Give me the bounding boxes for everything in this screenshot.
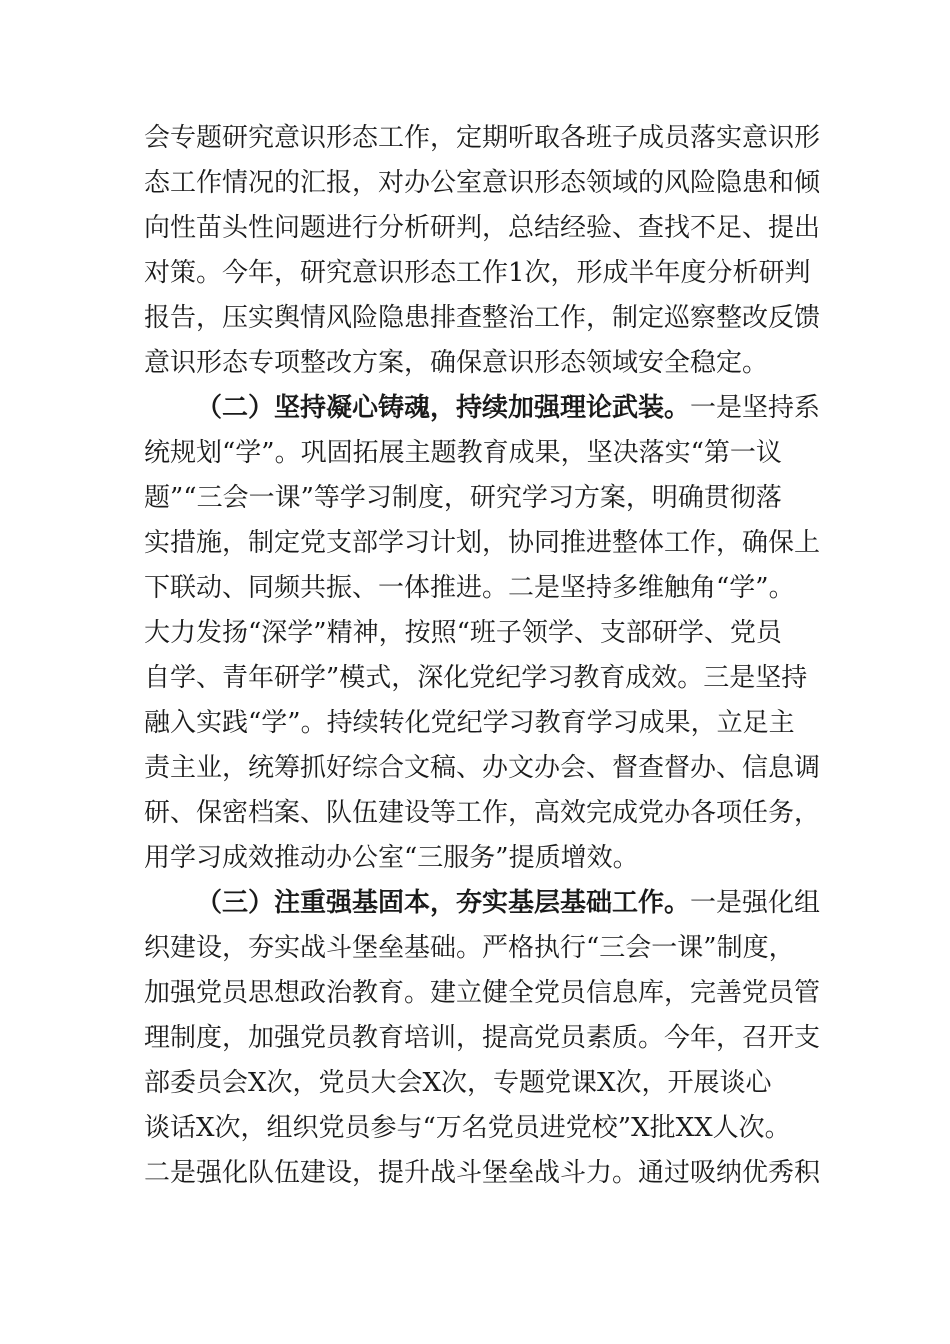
body-text-line: 谈话X次，组织党员参与“万名党员进党校”X批XX人次。 bbox=[144, 1113, 791, 1143]
body-text-line: 统规划“学”。巩固拓展主题教育成果，坚决落实“第一议 bbox=[144, 438, 782, 468]
body-text-line: 报告，压实舆情风险隐患排查整治工作，制定巡察整改反馈 bbox=[144, 303, 821, 333]
paragraph-first-line bbox=[196, 885, 821, 921]
body-text-line: 二是强化队伍建设，提升战斗堡垒战斗力。通过吸纳优秀积 bbox=[144, 1158, 821, 1188]
body-text-line: 向性苗头性问题进行分析研判，总结经验、查找不足、提出 bbox=[144, 213, 821, 243]
body-text-line: 自学、青年研学”模式，深化党纪学习教育成效。三是坚持 bbox=[144, 663, 808, 693]
body-text-line: 对策。今年，研究意识形态工作1次，形成半年度分析研判 bbox=[144, 258, 811, 288]
body-text-line: 题”“三会一课”等学习制度，研究学习方案，明确贯彻落 bbox=[144, 483, 782, 513]
body-text-line: 加强党员思想政治教育。建立健全党员信息库，完善党员管 bbox=[144, 978, 821, 1008]
body-text: 一是坚持系 bbox=[690, 393, 821, 423]
section-heading: （三）注重强基固本，夯实基层基础工作。 bbox=[196, 888, 691, 918]
body-text-line: 意识形态专项整改方案，确保意识形态领域安全稳定。 bbox=[144, 348, 769, 378]
paragraph-first-line bbox=[196, 390, 821, 426]
body-text-line: 用学习成效推动办公室“三服务”提质增效。 bbox=[144, 843, 639, 873]
body-text-line: 下联动、同频共振、一体推进。二是坚持多维触角“学”。 bbox=[144, 573, 795, 603]
body-text-line: 融入实践“学”。持续转化党纪学习教育学习成果，立足主 bbox=[144, 708, 795, 738]
body-text-line: 态工作情况的汇报，对办公室意识形态领域的风险隐患和倾 bbox=[144, 168, 821, 198]
body-text-line: 会专题研究意识形态工作，定期听取各班子成员落实意识形 bbox=[144, 123, 821, 153]
body-text-line: 理制度，加强党员教育培训，提高党员素质。今年，召开支 bbox=[144, 1023, 821, 1053]
body-text-line: 织建设，夯实战斗堡垒基础。严格执行“三会一课”制度， bbox=[144, 933, 795, 963]
body-text-line: 实措施，制定党支部学习计划，协同推进整体工作，确保上 bbox=[144, 528, 821, 558]
body-text-line: 研、保密档案、队伍建设等工作，高效完成党办各项任务， bbox=[144, 798, 821, 828]
body-text-line: 大力发扬“深学”精神，按照“班子领学、支部研学、党员 bbox=[144, 618, 782, 648]
body-text-line: 责主业，统筹抓好综合文稿、办文办会、督查督办、信息调 bbox=[144, 753, 821, 783]
body-text: 一是强化组 bbox=[690, 888, 821, 918]
body-text-line: 部委员会X次，党员大会X次，专题党课X次，开展谈心 bbox=[144, 1068, 772, 1098]
section-heading: （二）坚持凝心铸魂，持续加强理论武装。 bbox=[196, 393, 691, 423]
